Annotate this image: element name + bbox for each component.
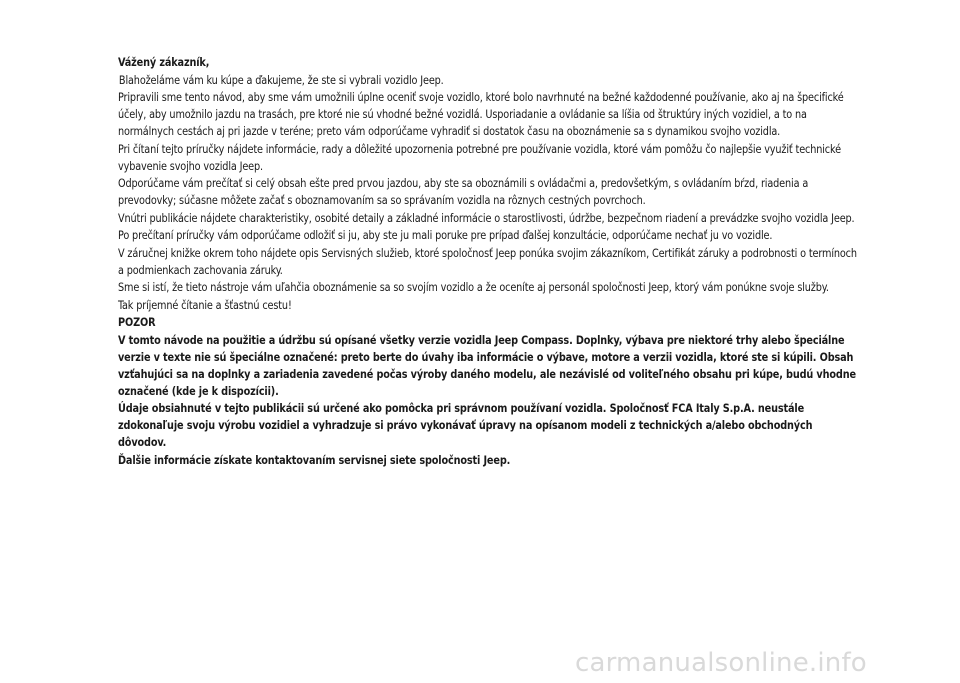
watermark: carmanualsonline.info (575, 648, 867, 678)
paragraph-keep-manual: Po prečítaní príručky vám odporúčame odložiť si ju, aby ste ju mali poruke pre prípad ďalšej konzultácie, odporúčame nechať ju vo vozidle. (118, 228, 773, 242)
paragraph-recommendation: Odporúčame vám prečítať si celý obsah ešte pred prvou jazdou, aby ste sa oboznámili s ovládačmi a, predovšetkým, s ovládaním bŕzd, riadenia a prevodovky; súčasne môžete začať s oboznamovaním sa so správaním vozidla na rôznych cestných povrchoch. (118, 176, 809, 207)
paragraph-congratulations: Blahoželáme vám ku kúpe a ďakujeme, že ste si vybrali vozidlo Jeep. (118, 72, 444, 87)
paragraph-purpose: Pripravili sme tento návod, aby sme vám umožnili úplne oceniť svoje vozidlo, ktoré bolo navrhnuté na bežné každodenné používanie, ako aj na špecifické účely, aby umožnilo jazdu na trasách, pre ktoré nie sú vhodné bežné vozidlá. Usporiadanie a ovládanie sa líšia od štruktúry iných vozidiel, a to na normálnych cestách aj pri jazde v teréne; preto vám odporúčame vyhradiť si dostatok času na oboznámenie sa s dynamikou svojho vozidla. (118, 90, 844, 138)
salutation: Vážený zákazník, (118, 55, 210, 69)
paragraph-closing: Tak príjemné čítanie a šťastnú cestu! (118, 297, 292, 312)
paragraph-warranty: V záručnej knižke okrem toho nájdete opis Servisných služieb, ktoré spoločnosť Jeep ponúka svojim zákazníkom, Certifikát záruky a podrobnosti o termínoch a podmienkach zachovania záruky. (118, 245, 857, 277)
paragraph-confidence: Sme si istí, že tieto nástroje vám uľahčia oboznámenie sa so svojím vozidlo a že oceníte aj personál spoločnosti Jeep, ktorý vám ponúkne svoje služby. (118, 280, 829, 294)
warning-versions: V tomto návode na použitie a údržbu sú opísané všetky verzie vozidla Jeep Compass. Doplnky, výbava pre niektoré trhy alebo špeciálne verzie v texte nie sú špeciálne označené: preto berte do úvahy iba informácie o výbave, motore a verzii vozidla, ktoré ste si kúpili. Obsah vzťahujúci sa na doplnky a zariadenia zavedené počas výroby daného modelu, ale nezávislé od voliteľného obsahu pri kúpe, budú vhodne označené (kde je k dispozícii). (118, 332, 856, 398)
document-page (118, 54, 858, 469)
warning-contact: Ďalšie informácie získate kontaktovaním servisnej siete spoločnosti Jeep. (118, 452, 511, 467)
paragraph-reading: Pri čítaní tejto príručky nájdete informácie, rady a dôležité upozornenia potrebné pre používanie vozidla, ktoré vám pomôžu čo najlepšie využiť technické vybavenie svojho vozidla Jeep. (118, 141, 841, 173)
warning-data: Údaje obsiahnuté v tejto publikácii sú určené ako pomôcka pri správnom používaní vozidla. Spoločnosť FCA Italy S.p.A. neustále zdokonaľuje svoju výrobu vozidiel a vyhradzuje si právo vykonávať úpravy na opísanom modeli z technických a/alebo obchodných dôvodov. (118, 401, 813, 449)
paragraph-contents: Vnútri publikácie nájdete charakteristiky, osobité detaily a základné informácie o starostlivosti, údržbe, bezpečnom riadení a prevádzke svojho vozidla Jeep. (118, 210, 855, 225)
warning-heading: POZOR (118, 315, 156, 329)
